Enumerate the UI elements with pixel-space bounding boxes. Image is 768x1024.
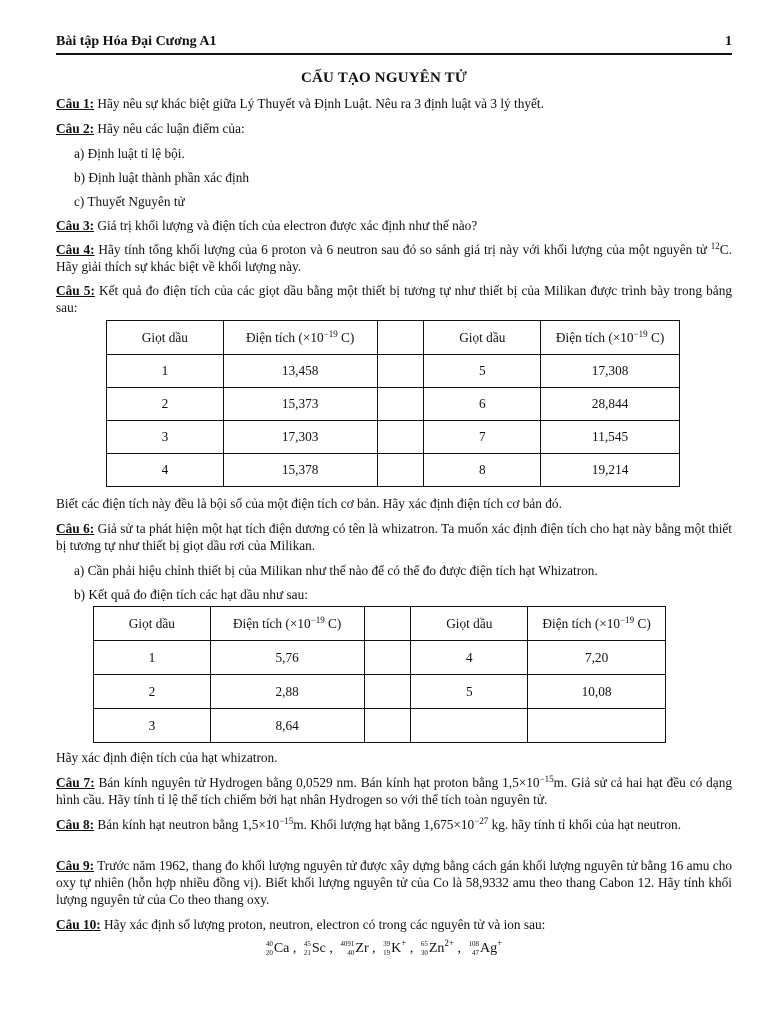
- question-6-item-b: b) Kết quả đo điện tích các hạt dầu như sau:: [74, 587, 308, 602]
- spacer-cell: [377, 355, 424, 388]
- document-title: CẤU TẠO NGUYÊN TỬ: [300, 70, 468, 86]
- table-row: [107, 388, 680, 421]
- spacer-cell: [377, 321, 424, 355]
- cell-charge: 13,458: [223, 355, 377, 388]
- nuclide-zn: 65 $30Zn^{2+}$ ,: [420, 938, 461, 957]
- cell-drop: 8: [424, 454, 541, 487]
- question-text: Bán kính nguyên tử Hydrogen bằng 0,0529 nm. Bán kính hạt proton bằng 1,5×10: [94, 775, 540, 790]
- question-1: [56, 95, 732, 112]
- question-10: [56, 916, 732, 933]
- question-text: Giá trị khối lượng và điện tích của electron được xác định như thế nào?: [94, 218, 478, 233]
- cell-drop: 1: [94, 641, 211, 675]
- cell-charge: 8,64: [210, 709, 364, 743]
- spacer-cell: [364, 675, 411, 709]
- table-header-row: [94, 607, 666, 641]
- question-label: Câu 4:: [56, 242, 95, 257]
- question-6-item-a: a) Cần phải hiệu chỉnh thiết bị của Milikan như thế nào để có thể đo được điện tích hạt Whizatron.: [74, 563, 598, 578]
- table-row: [107, 421, 680, 454]
- table-row: [94, 641, 666, 675]
- question-8: [56, 816, 732, 833]
- question-7: [56, 774, 732, 808]
- question-text-cont: C. Hãy giải thích sự khác biệt về khối lượng này.: [56, 242, 732, 274]
- question-text: Bán kính hạt neutron bằng 1,5×10: [94, 817, 280, 832]
- question-label: Câu 6:: [56, 521, 95, 536]
- mass-number: 12: [710, 241, 720, 251]
- header-drop: Giọt dầu: [411, 607, 528, 641]
- cell-drop: 5: [411, 675, 528, 709]
- exponent: −15: [279, 816, 294, 826]
- page-header: [56, 34, 732, 55]
- exponent: −27: [474, 816, 489, 826]
- question-2: [56, 120, 732, 137]
- question-label: Câu 5:: [56, 283, 95, 298]
- cell-charge: 5,76: [210, 641, 364, 675]
- question-text: Hãy nêu sự khác biệt giữa Lý Thuyết và Định Luật. Nêu ra 3 định luật và 3 lý thyết.: [94, 96, 544, 111]
- cell-charge: [528, 709, 666, 743]
- header-charge: Điện tích ($\times 10^{-19}$ C): [223, 321, 377, 355]
- cell-drop: 1: [107, 355, 224, 388]
- cell-charge: 17,303: [223, 421, 377, 454]
- question-label: Câu 3:: [56, 218, 95, 233]
- table-row: [107, 454, 680, 487]
- isotope-list: [0, 938, 768, 958]
- question-2-item-b: b) Định luật thành phần xác định: [74, 170, 250, 185]
- spacer-cell: [377, 388, 424, 421]
- question-text: Kết quả đo điện tích của các giọt dầu bằng một thiết bị tương tự như thiết bị của Milikan được trình bày trong bảng sau:: [56, 283, 733, 315]
- oil-drop-table-q6: [93, 606, 666, 743]
- question-text: Hãy nêu các luận điểm của:: [94, 121, 245, 136]
- spacer-cell: [364, 709, 411, 743]
- question-label: Câu 9:: [56, 858, 95, 873]
- question-text-cont: m. Giả sử cả hai hạt đều có dạng hình cầu. Hãy tính tỉ lệ thể tích chiếm bởi hạt nhân Hydrogen so với thể tích toàn nguyên tử.: [56, 775, 732, 807]
- cell-drop: 5: [424, 355, 541, 388]
- nuclide-ca: 40 20Ca ,: [265, 939, 297, 957]
- cell-drop: 3: [94, 709, 211, 743]
- cell-charge: 2,88: [210, 675, 364, 709]
- question-label: Câu 7:: [56, 775, 95, 790]
- table-header-row: [107, 321, 680, 355]
- spacer-cell: [364, 641, 411, 675]
- question-label: Câu 1:: [56, 96, 95, 111]
- cell-drop: 4: [107, 454, 224, 487]
- cell-drop: 7: [424, 421, 541, 454]
- header-drop: Giọt dầu: [107, 321, 224, 355]
- cell-drop: [411, 709, 528, 743]
- question-text-cont: m. Khối lượng hạt bằng 1,675×10: [293, 817, 475, 832]
- nuclide-k: 39 19K+ ,: [383, 938, 414, 957]
- spacer-cell: [364, 607, 411, 641]
- question-9: [56, 857, 732, 908]
- table-row: [94, 675, 666, 709]
- table-row: [107, 355, 680, 388]
- header-charge: Điện tích ($\times 10^{-19}$ C): [528, 607, 666, 641]
- page-number: 1: [725, 34, 732, 49]
- cell-charge: 11,545: [541, 421, 680, 454]
- question-2-item-a: a) Định luật tỉ lệ bội.: [74, 146, 185, 161]
- question-text-end: kg. hãy tính tỉ khối của hạt neutron.: [488, 817, 682, 832]
- nuclide-sc: 45 21Sc ,: [303, 939, 333, 957]
- nuclide-ag: 108 47Ag+: [468, 938, 503, 957]
- question-text: Hãy xác định số lượng proton, neutron, electron có trong các nguyên tử và ion sau:: [100, 917, 546, 932]
- cell-charge: 10,08: [528, 675, 666, 709]
- question-text: Hãy tính tổng khối lượng của 6 proton và 6 neutron sau đó so sánh giá trị này với khối lượng của một nguyên tử: [94, 242, 711, 257]
- course-title: Bài tập Hóa Đại Cương A1: [56, 34, 217, 49]
- question-6-followup: Hãy xác định điện tích của hạt whizatron.: [56, 750, 278, 765]
- cell-drop: 3: [107, 421, 224, 454]
- cell-charge: 15,378: [223, 454, 377, 487]
- spacer-cell: [377, 421, 424, 454]
- cell-drop: 4: [411, 641, 528, 675]
- exponent: −15: [539, 774, 554, 784]
- cell-charge: 17,308: [541, 355, 680, 388]
- question-2-item-c: c) Thuyết Nguyên tử: [74, 194, 185, 209]
- question-text: Trước năm 1962, thang đo khối lượng nguyên tử được xây dựng bằng cách gán khối lượng nguyên tử bằng 16 amu cho oxy tự nhiên (hỗn hợp nhiều đồng vị). Biết khối lượng nguyên tử của Co là 58,9332 amu theo thang Cabon 12. Hãy tính khối lượng nguyên tử của Co theo thang oxy.: [56, 858, 732, 907]
- table-row: [94, 709, 666, 743]
- question-label: Câu 10:: [56, 917, 101, 932]
- cell-charge: 19,214: [541, 454, 680, 487]
- header-charge: Điện tích ($\times 10^{-19}$ C): [541, 321, 680, 355]
- cell-drop: 2: [107, 388, 224, 421]
- header-charge: Điện tích ($\times 10^{-19}$ C): [210, 607, 364, 641]
- header-drop: Giọt dầu: [424, 321, 541, 355]
- cell-charge: 7,20: [528, 641, 666, 675]
- question-label: Câu 2:: [56, 121, 95, 136]
- question-3: [56, 217, 732, 234]
- oil-drop-table-q5: [106, 320, 680, 487]
- question-text: Giả sử ta phát hiện một hạt tích điện dương có tên là whizatron. Ta muốn xác định điện tích cho hạt này bằng một thiết bị tương tự như thiết bị giọt dầu rơi của Milikan.: [56, 521, 732, 553]
- cell-charge: 28,844: [541, 388, 680, 421]
- spacer-cell: [377, 454, 424, 487]
- header-drop: Giọt dầu: [94, 607, 211, 641]
- question-4: [56, 241, 732, 275]
- question-6: [56, 520, 732, 554]
- cell-charge: 15,373: [223, 388, 377, 421]
- question-5-followup: Biết các điện tích này đều là bội số của một điện tích cơ bản. Hãy xác định điện tích cơ bản đó.: [56, 496, 562, 511]
- question-5: [56, 282, 732, 316]
- cell-drop: 6: [424, 388, 541, 421]
- question-label: Câu 8:: [56, 817, 95, 832]
- nuclide-zr: 4091 40Zr ,: [340, 939, 376, 957]
- cell-drop: 2: [94, 675, 211, 709]
